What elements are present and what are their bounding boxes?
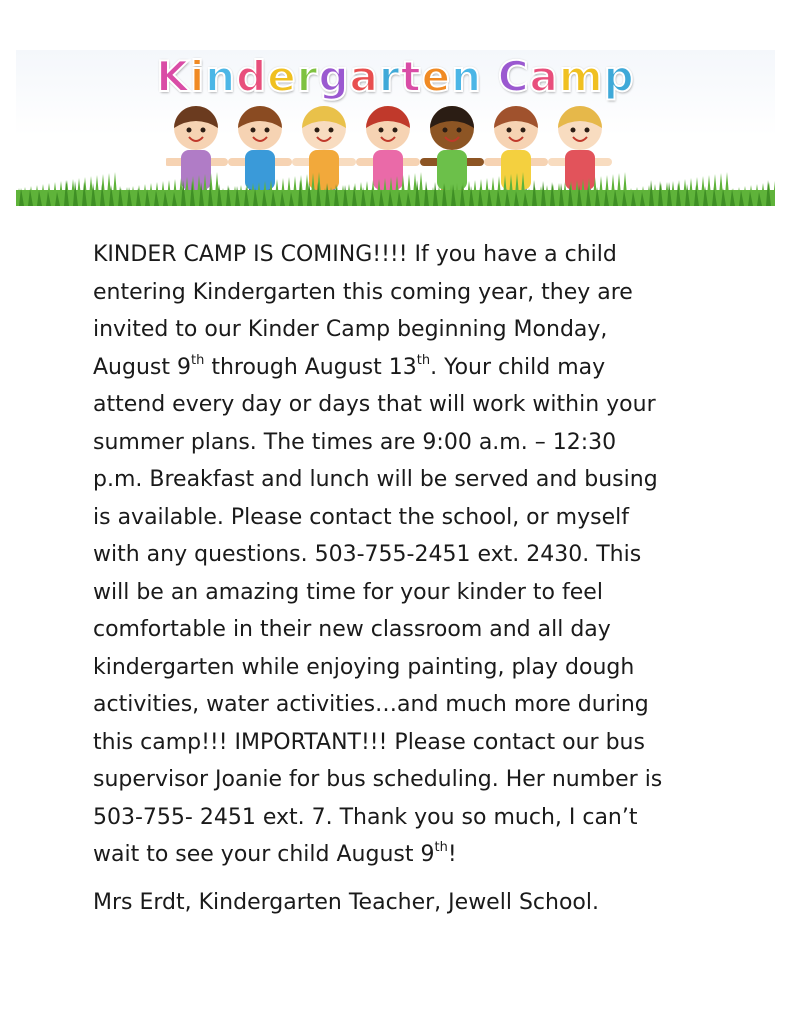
line-text: entering Kindergarten this coming year, they are bbox=[93, 279, 633, 305]
letter-body bbox=[93, 236, 713, 921]
letter-line bbox=[93, 386, 713, 424]
line-text: activities, water activities…and much more during bbox=[93, 692, 649, 717]
letter-line bbox=[93, 761, 713, 799]
letter-line bbox=[93, 424, 713, 462]
letter-line bbox=[93, 461, 713, 499]
line-text: August 9 bbox=[93, 354, 191, 380]
line-text: wait to see your child August 9 bbox=[93, 842, 435, 867]
letter-line bbox=[93, 274, 713, 312]
line-text: will be an amazing time for your kinder to feel bbox=[93, 579, 603, 605]
line-text: with any questions. 503-755-2451 ext. 2430. This bbox=[93, 542, 642, 567]
line-text: attend every day or days that will work within your bbox=[93, 392, 656, 417]
line-text: summer plans. The times are 9:00 a.m. – 12:30 bbox=[93, 429, 617, 455]
letter-line bbox=[93, 574, 713, 612]
banner-title: Kindergarten Camp bbox=[156, 52, 635, 101]
line-text: ! bbox=[447, 842, 457, 867]
line-text: 503-755- 2451 ext. 7. Thank you so much, I can’t bbox=[93, 804, 638, 830]
letter-line bbox=[93, 236, 713, 274]
letter-line bbox=[93, 649, 713, 687]
line-text: kindergarten while enjoying painting, play dough bbox=[93, 654, 635, 680]
letter-line bbox=[93, 311, 713, 349]
letter-line bbox=[93, 499, 713, 537]
line-text: KINDER CAMP IS COMING!!!! If you have a child bbox=[93, 242, 617, 267]
letter-line bbox=[93, 836, 713, 874]
letter-line bbox=[93, 349, 713, 387]
letter-line bbox=[93, 686, 713, 724]
letter-line bbox=[93, 536, 713, 574]
line-text: p.m. Breakfast and lunch will be served and busing bbox=[93, 467, 658, 492]
signature: Mrs Erdt, Kindergarten Teacher, Jewell School. bbox=[93, 889, 599, 915]
letter-line bbox=[93, 799, 713, 837]
line-text: this camp!!! IMPORTANT!!! Please contact our bus bbox=[93, 729, 645, 755]
ordinal-suffix: th bbox=[190, 352, 205, 368]
line-text: . Your child may bbox=[430, 354, 606, 380]
ordinal-suffix: th bbox=[416, 352, 431, 368]
letter-line bbox=[93, 724, 713, 762]
letter-line bbox=[93, 611, 713, 649]
line-text: through August 13 bbox=[204, 354, 417, 380]
ordinal-suffix: th bbox=[434, 840, 448, 855]
grass-strip bbox=[16, 168, 775, 206]
line-text: supervisor Joanie for bus scheduling. Her number is bbox=[93, 767, 663, 792]
kindergarten-camp-banner bbox=[16, 50, 775, 206]
line-text: comfortable in their new classroom and all day bbox=[93, 617, 611, 642]
line-text: invited to our Kinder Camp beginning Monday, bbox=[93, 317, 608, 342]
line-text: is available. Please contact the school, or myself bbox=[93, 504, 629, 530]
